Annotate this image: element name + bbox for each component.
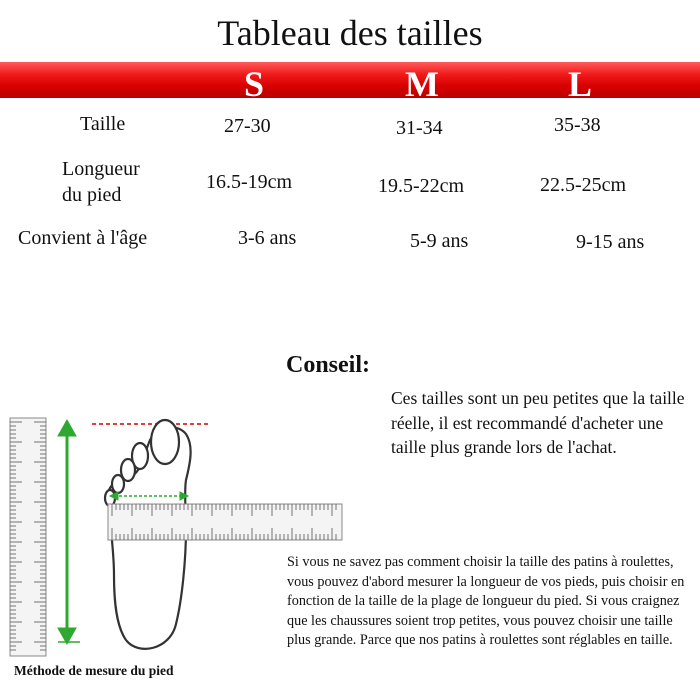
size-s-header: S bbox=[243, 64, 265, 104]
length-arrow-icon bbox=[58, 420, 80, 644]
cell-age-l: 9-15 ans bbox=[576, 231, 645, 253]
cell-age-m: 5-9 ans bbox=[410, 230, 469, 252]
row-label-taille: Taille bbox=[80, 113, 126, 135]
cell-age-s: 3-6 ans bbox=[238, 227, 297, 249]
cell-longueur-l: 22.5-25cm bbox=[540, 174, 627, 196]
measurement-instructions: Si vous ne savez pas comment choisir la taille des patins à roulettes, vous pouvez d'abord mesurer la longueur de vos pieds, puis choisir en fonction de la taille de la plage de longueur du pied. Si vous craignez que les chaussures soient trop petites, vous pouvez choisir une taille plus grande. Parce que nos patins à roulettes sont réglables en taille. bbox=[287, 554, 685, 649]
cell-longueur-s: 16.5-19cm bbox=[206, 171, 293, 193]
cell-taille-m: 31-34 bbox=[396, 117, 443, 139]
illustration-caption: Méthode de mesure du pied bbox=[14, 663, 174, 678]
row-label-age: Convient à l'âge bbox=[18, 227, 148, 249]
cell-longueur-m: 19.5-22cm bbox=[378, 175, 465, 197]
advice-heading: Conseil: bbox=[286, 352, 370, 378]
size-l-header: L bbox=[567, 64, 592, 104]
horizontal-ruler-icon bbox=[108, 504, 342, 540]
row-label-longueur: Longueur du pied bbox=[62, 158, 140, 206]
vertical-ruler-icon bbox=[10, 418, 46, 656]
size-m-header: M bbox=[405, 64, 439, 104]
cell-taille-s: 27-30 bbox=[224, 115, 271, 137]
cell-taille-l: 35-38 bbox=[554, 114, 601, 136]
advice-text: Ces tailles sont un peu petites que la taille réelle, il est recommandé d'acheter une taille plus grande lors de l'achat. bbox=[391, 388, 685, 457]
page-title: Tableau des tailles bbox=[217, 13, 483, 53]
